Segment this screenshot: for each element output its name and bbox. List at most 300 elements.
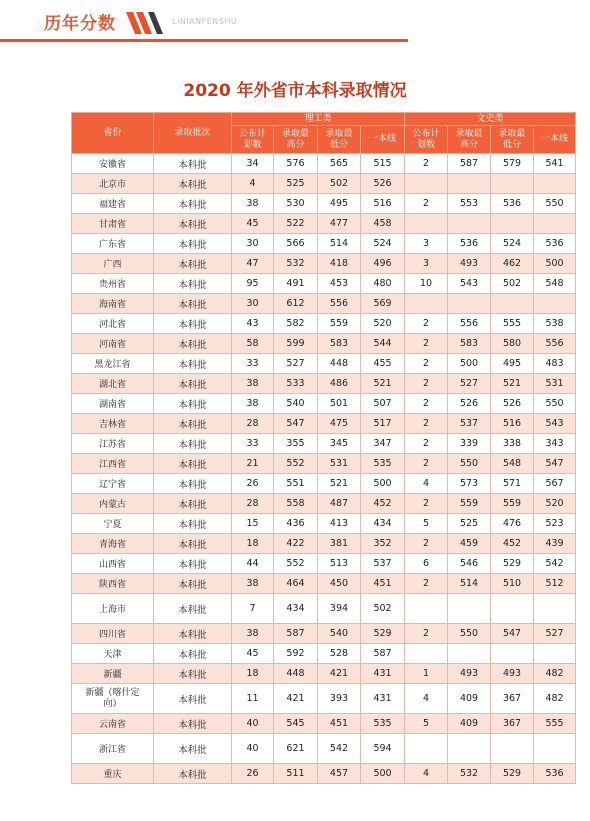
cell-a-plan: 2 bbox=[405, 334, 448, 354]
cell-a-plan bbox=[405, 294, 448, 314]
cell-s-max: 551 bbox=[274, 474, 318, 494]
cell-a-min: 529 bbox=[491, 554, 534, 574]
cell-a-min: 493 bbox=[491, 664, 534, 684]
cell-batch: 本科批 bbox=[154, 274, 232, 294]
cell-batch: 本科批 bbox=[154, 624, 232, 644]
cell-batch: 本科批 bbox=[154, 234, 232, 254]
cell-a-max: 525 bbox=[448, 514, 491, 534]
cell-batch: 本科批 bbox=[154, 254, 232, 274]
cell-a-line: 547 bbox=[534, 454, 576, 474]
cell-s-plan: 45 bbox=[232, 644, 274, 664]
cell-a-min: 367 bbox=[491, 684, 534, 714]
cell-s-max: 576 bbox=[274, 154, 318, 174]
cell-s-plan: 47 bbox=[232, 254, 274, 274]
cell-s-min: 583 bbox=[318, 334, 361, 354]
cell-batch: 本科批 bbox=[154, 684, 232, 714]
cell-province: 新疆 bbox=[72, 664, 154, 684]
cell-a-line: 523 bbox=[534, 514, 576, 534]
cell-s-min: 513 bbox=[318, 554, 361, 574]
table-row bbox=[72, 314, 576, 334]
cell-s-min: 450 bbox=[318, 574, 361, 594]
cell-s-line: 544 bbox=[361, 334, 405, 354]
cell-s-line: 520 bbox=[361, 314, 405, 334]
table-row bbox=[72, 624, 576, 644]
cell-s-min: 421 bbox=[318, 664, 361, 684]
cell-s-max: 421 bbox=[274, 684, 318, 714]
table-row bbox=[72, 664, 576, 684]
cell-a-plan bbox=[405, 734, 448, 764]
cell-s-max: 491 bbox=[274, 274, 318, 294]
cell-a-max bbox=[448, 734, 491, 764]
cell-s-line: 500 bbox=[361, 474, 405, 494]
cell-a-line bbox=[534, 174, 576, 194]
cell-batch: 本科批 bbox=[154, 664, 232, 684]
header-arts: 文史类 bbox=[405, 113, 576, 126]
cell-s-min: 559 bbox=[318, 314, 361, 334]
cell-s-line: 434 bbox=[361, 514, 405, 534]
cell-province: 湖北省 bbox=[72, 374, 154, 394]
cell-a-line: 482 bbox=[534, 684, 576, 714]
cell-s-line: 347 bbox=[361, 434, 405, 454]
cell-a-plan: 2 bbox=[405, 314, 448, 334]
cell-s-min: 394 bbox=[318, 594, 361, 624]
cell-a-min: 521 bbox=[491, 374, 534, 394]
cell-s-line: 524 bbox=[361, 234, 405, 254]
cell-s-min: 477 bbox=[318, 214, 361, 234]
table-row bbox=[72, 174, 576, 194]
cell-s-plan: 58 bbox=[232, 334, 274, 354]
cell-batch: 本科批 bbox=[154, 414, 232, 434]
cell-a-line: 548 bbox=[534, 274, 576, 294]
cell-a-max bbox=[448, 294, 491, 314]
cell-a-line: 500 bbox=[534, 254, 576, 274]
cell-province: 海南省 bbox=[72, 294, 154, 314]
table-row bbox=[72, 454, 576, 474]
cell-s-min: 521 bbox=[318, 474, 361, 494]
cell-s-plan: 28 bbox=[232, 414, 274, 434]
cell-a-line: 343 bbox=[534, 434, 576, 454]
cell-a-plan: 10 bbox=[405, 274, 448, 294]
cell-a-min: 580 bbox=[491, 334, 534, 354]
cell-a-plan bbox=[405, 644, 448, 664]
cell-a-plan: 2 bbox=[405, 194, 448, 214]
cell-a-min: 526 bbox=[491, 394, 534, 414]
cell-a-max: 409 bbox=[448, 714, 491, 734]
cell-batch: 本科批 bbox=[154, 594, 232, 624]
cell-a-min: 367 bbox=[491, 714, 534, 734]
cell-s-max: 612 bbox=[274, 294, 318, 314]
cell-province: 黑龙江省 bbox=[72, 354, 154, 374]
cell-s-max: 422 bbox=[274, 534, 318, 554]
cell-a-min bbox=[491, 174, 534, 194]
cell-a-min: 502 bbox=[491, 274, 534, 294]
cell-s-plan: 44 bbox=[232, 554, 274, 574]
cell-a-line: 520 bbox=[534, 494, 576, 514]
cell-s-line: 507 bbox=[361, 394, 405, 414]
cell-a-min: 524 bbox=[491, 234, 534, 254]
cell-a-min: 547 bbox=[491, 624, 534, 644]
cell-a-max: 493 bbox=[448, 254, 491, 274]
cell-s-line: 455 bbox=[361, 354, 405, 374]
cell-batch: 本科批 bbox=[154, 454, 232, 474]
table-row bbox=[72, 414, 576, 434]
cell-province: 福建省 bbox=[72, 194, 154, 214]
cell-s-plan: 15 bbox=[232, 514, 274, 534]
cell-s-line: 517 bbox=[361, 414, 405, 434]
cell-a-line: 531 bbox=[534, 374, 576, 394]
cell-s-plan: 18 bbox=[232, 664, 274, 684]
cell-batch: 本科批 bbox=[154, 374, 232, 394]
cell-a-min: 516 bbox=[491, 414, 534, 434]
cell-s-min: 486 bbox=[318, 374, 361, 394]
table-row bbox=[72, 494, 576, 514]
cell-a-min bbox=[491, 734, 534, 764]
cell-a-min: 579 bbox=[491, 154, 534, 174]
subheader-7: 一本线 bbox=[534, 126, 576, 154]
cell-a-max: 543 bbox=[448, 274, 491, 294]
cell-a-plan: 2 bbox=[405, 534, 448, 554]
cell-s-line: 496 bbox=[361, 254, 405, 274]
cell-s-plan: 34 bbox=[232, 154, 274, 174]
cell-s-min: 457 bbox=[318, 764, 361, 784]
cell-s-line: 451 bbox=[361, 574, 405, 594]
cell-a-line: 482 bbox=[534, 664, 576, 684]
subheader-6: 录取最低分 bbox=[491, 126, 534, 154]
cell-batch: 本科批 bbox=[154, 644, 232, 664]
cell-a-line bbox=[534, 594, 576, 624]
cell-s-line: 516 bbox=[361, 194, 405, 214]
cell-s-max: 540 bbox=[274, 394, 318, 414]
cell-s-min: 345 bbox=[318, 434, 361, 454]
cell-s-max: 464 bbox=[274, 574, 318, 594]
cell-a-plan bbox=[405, 214, 448, 234]
cell-a-max: 546 bbox=[448, 554, 491, 574]
cell-batch: 本科批 bbox=[154, 534, 232, 554]
cell-s-min: 501 bbox=[318, 394, 361, 414]
cell-batch: 本科批 bbox=[154, 314, 232, 334]
cell-s-plan: 7 bbox=[232, 594, 274, 624]
cell-s-line: 535 bbox=[361, 714, 405, 734]
cell-province: 宁夏 bbox=[72, 514, 154, 534]
cell-a-max: 536 bbox=[448, 234, 491, 254]
cell-s-min: 528 bbox=[318, 644, 361, 664]
table-row bbox=[72, 554, 576, 574]
cell-province: 青海省 bbox=[72, 534, 154, 554]
cell-s-min: 418 bbox=[318, 254, 361, 274]
cell-s-min: 475 bbox=[318, 414, 361, 434]
cell-s-plan: 38 bbox=[232, 394, 274, 414]
cell-s-min: 393 bbox=[318, 684, 361, 714]
cell-a-max bbox=[448, 214, 491, 234]
table-row bbox=[72, 154, 576, 174]
cell-s-max: 511 bbox=[274, 764, 318, 784]
cell-batch: 本科批 bbox=[154, 574, 232, 594]
cell-province: 内蒙古 bbox=[72, 494, 154, 514]
cell-a-min: 476 bbox=[491, 514, 534, 534]
cell-a-line: 555 bbox=[534, 714, 576, 734]
header-science: 理工类 bbox=[232, 113, 405, 126]
cell-province: 河北省 bbox=[72, 314, 154, 334]
header-divider bbox=[0, 39, 408, 42]
cell-a-plan: 2 bbox=[405, 374, 448, 394]
cell-a-max: 559 bbox=[448, 494, 491, 514]
cell-province: 辽宁省 bbox=[72, 474, 154, 494]
table-row bbox=[72, 514, 576, 534]
subheader-2: 录取最低分 bbox=[318, 126, 361, 154]
cell-province: 北京市 bbox=[72, 174, 154, 194]
cell-s-min: 453 bbox=[318, 274, 361, 294]
cell-s-max: 558 bbox=[274, 494, 318, 514]
cell-a-line: 541 bbox=[534, 154, 576, 174]
cell-a-plan: 3 bbox=[405, 254, 448, 274]
cell-s-line: 594 bbox=[361, 734, 405, 764]
cell-a-min: 555 bbox=[491, 314, 534, 334]
cell-a-max: 526 bbox=[448, 394, 491, 414]
header-province: 省份 bbox=[72, 113, 154, 154]
cell-batch: 本科批 bbox=[154, 154, 232, 174]
cell-a-min: 495 bbox=[491, 354, 534, 374]
cell-a-line: 542 bbox=[534, 554, 576, 574]
cell-a-min: 462 bbox=[491, 254, 534, 274]
cell-s-line: 515 bbox=[361, 154, 405, 174]
cell-s-max: 448 bbox=[274, 664, 318, 684]
table-row bbox=[72, 234, 576, 254]
cell-province: 云南省 bbox=[72, 714, 154, 734]
cell-s-plan: 40 bbox=[232, 734, 274, 764]
cell-province: 四川省 bbox=[72, 624, 154, 644]
cell-batch: 本科批 bbox=[154, 734, 232, 764]
cell-s-plan: 38 bbox=[232, 574, 274, 594]
cell-batch: 本科批 bbox=[154, 394, 232, 414]
cell-s-max: 552 bbox=[274, 454, 318, 474]
cell-a-plan bbox=[405, 594, 448, 624]
table-row bbox=[72, 434, 576, 454]
cell-a-plan bbox=[405, 174, 448, 194]
cell-s-max: 621 bbox=[274, 734, 318, 764]
cell-a-max: 537 bbox=[448, 414, 491, 434]
cell-a-plan: 1 bbox=[405, 664, 448, 684]
cell-s-min: 542 bbox=[318, 734, 361, 764]
cell-province: 吉林省 bbox=[72, 414, 154, 434]
cell-s-min: 565 bbox=[318, 154, 361, 174]
cell-a-max: 493 bbox=[448, 664, 491, 684]
cell-province: 湖南省 bbox=[72, 394, 154, 414]
cell-a-max: 583 bbox=[448, 334, 491, 354]
cell-a-line: 550 bbox=[534, 194, 576, 214]
cell-batch: 本科批 bbox=[154, 294, 232, 314]
cell-batch: 本科批 bbox=[154, 474, 232, 494]
cell-a-min: 510 bbox=[491, 574, 534, 594]
cell-a-max: 532 bbox=[448, 764, 491, 784]
cell-s-plan: 4 bbox=[232, 174, 274, 194]
cell-a-min bbox=[491, 294, 534, 314]
cell-s-max: 587 bbox=[274, 624, 318, 644]
cell-a-max: 587 bbox=[448, 154, 491, 174]
cell-s-line: 535 bbox=[361, 454, 405, 474]
cell-a-line: 527 bbox=[534, 624, 576, 644]
cell-a-min bbox=[491, 644, 534, 664]
table-row bbox=[72, 644, 576, 664]
page-title: 2020 年外省市本科录取情况 bbox=[183, 81, 407, 101]
cell-a-plan: 2 bbox=[405, 354, 448, 374]
section-subtitle: LINIANFENSHU bbox=[172, 17, 238, 26]
cell-batch: 本科批 bbox=[154, 194, 232, 214]
table-row bbox=[72, 294, 576, 314]
cell-a-plan: 2 bbox=[405, 454, 448, 474]
cell-s-max: 436 bbox=[274, 514, 318, 534]
table-row bbox=[72, 374, 576, 394]
table-row bbox=[72, 714, 576, 734]
cell-s-plan: 28 bbox=[232, 494, 274, 514]
cell-s-plan: 45 bbox=[232, 214, 274, 234]
section-title: 历年分数 bbox=[44, 14, 116, 34]
cell-s-line: 431 bbox=[361, 664, 405, 684]
cell-s-max: 566 bbox=[274, 234, 318, 254]
cell-a-min: 559 bbox=[491, 494, 534, 514]
cell-s-max: 552 bbox=[274, 554, 318, 574]
cell-province: 浙江省 bbox=[72, 734, 154, 764]
cell-province: 广东省 bbox=[72, 234, 154, 254]
cell-province: 山西省 bbox=[72, 554, 154, 574]
subheader-3: 一本线 bbox=[361, 126, 405, 154]
cell-s-line: 537 bbox=[361, 554, 405, 574]
cell-a-plan: 4 bbox=[405, 474, 448, 494]
cell-s-plan: 95 bbox=[232, 274, 274, 294]
cell-province: 贵州省 bbox=[72, 274, 154, 294]
cell-a-line: 536 bbox=[534, 234, 576, 254]
cell-a-line: 536 bbox=[534, 764, 576, 784]
cell-s-line: 587 bbox=[361, 644, 405, 664]
cell-s-min: 495 bbox=[318, 194, 361, 214]
cell-a-max: 527 bbox=[448, 374, 491, 394]
cell-a-min: 548 bbox=[491, 454, 534, 474]
cell-s-max: 527 bbox=[274, 354, 318, 374]
cell-batch: 本科批 bbox=[154, 174, 232, 194]
cell-a-max: 514 bbox=[448, 574, 491, 594]
cell-province: 天津 bbox=[72, 644, 154, 664]
cell-a-max: 556 bbox=[448, 314, 491, 334]
cell-province: 江西省 bbox=[72, 454, 154, 474]
cell-s-plan: 43 bbox=[232, 314, 274, 334]
cell-s-line: 529 bbox=[361, 624, 405, 644]
table-row bbox=[72, 274, 576, 294]
admission-table bbox=[71, 112, 576, 784]
table-row bbox=[72, 734, 576, 764]
cell-a-line bbox=[534, 644, 576, 664]
cell-a-line bbox=[534, 214, 576, 234]
cell-a-max: 550 bbox=[448, 454, 491, 474]
cell-a-line: 556 bbox=[534, 334, 576, 354]
cell-s-line: 352 bbox=[361, 534, 405, 554]
cell-a-max: 500 bbox=[448, 354, 491, 374]
cell-a-line: 550 bbox=[534, 394, 576, 414]
cell-s-line: 431 bbox=[361, 684, 405, 714]
cell-a-min: 338 bbox=[491, 434, 534, 454]
cell-s-line: 502 bbox=[361, 594, 405, 624]
cell-s-min: 487 bbox=[318, 494, 361, 514]
cell-batch: 本科批 bbox=[154, 334, 232, 354]
cell-s-min: 381 bbox=[318, 534, 361, 554]
cell-s-plan: 26 bbox=[232, 474, 274, 494]
cell-province: 安徽省 bbox=[72, 154, 154, 174]
cell-batch: 本科批 bbox=[154, 434, 232, 454]
cell-s-max: 525 bbox=[274, 174, 318, 194]
cell-s-plan: 30 bbox=[232, 294, 274, 314]
cell-a-min: 452 bbox=[491, 534, 534, 554]
cell-s-plan: 11 bbox=[232, 684, 274, 714]
table-row bbox=[72, 254, 576, 274]
cell-province: 河南省 bbox=[72, 334, 154, 354]
cell-a-max: 339 bbox=[448, 434, 491, 454]
cell-s-plan: 18 bbox=[232, 534, 274, 554]
cell-batch: 本科批 bbox=[154, 554, 232, 574]
cell-s-min: 531 bbox=[318, 454, 361, 474]
cell-a-max bbox=[448, 594, 491, 624]
header-batch: 录取批次 bbox=[154, 113, 232, 154]
cell-s-line: 526 bbox=[361, 174, 405, 194]
page-header bbox=[0, 0, 590, 50]
subheader-1: 录取最高分 bbox=[274, 126, 318, 154]
cell-s-max: 582 bbox=[274, 314, 318, 334]
cell-a-plan: 2 bbox=[405, 494, 448, 514]
cell-s-plan: 38 bbox=[232, 194, 274, 214]
cell-batch: 本科批 bbox=[154, 494, 232, 514]
cell-s-max: 547 bbox=[274, 414, 318, 434]
cell-s-max: 599 bbox=[274, 334, 318, 354]
cell-a-plan: 3 bbox=[405, 234, 448, 254]
cell-province: 新疆（喀什定向） bbox=[72, 684, 154, 714]
cell-s-max: 522 bbox=[274, 214, 318, 234]
cell-a-min: 536 bbox=[491, 194, 534, 214]
cell-s-min: 502 bbox=[318, 174, 361, 194]
cell-batch: 本科批 bbox=[154, 514, 232, 534]
cell-a-plan: 4 bbox=[405, 684, 448, 714]
cell-s-min: 556 bbox=[318, 294, 361, 314]
cell-s-max: 592 bbox=[274, 644, 318, 664]
cell-batch: 本科批 bbox=[154, 764, 232, 784]
table-row bbox=[72, 214, 576, 234]
subheader-4: 公布计划数 bbox=[405, 126, 448, 154]
cell-s-plan: 38 bbox=[232, 624, 274, 644]
table-row bbox=[72, 474, 576, 494]
cell-a-min: 529 bbox=[491, 764, 534, 784]
cell-s-line: 569 bbox=[361, 294, 405, 314]
cell-province: 上海市 bbox=[72, 594, 154, 624]
cell-s-plan: 33 bbox=[232, 354, 274, 374]
cell-s-min: 540 bbox=[318, 624, 361, 644]
cell-s-max: 533 bbox=[274, 374, 318, 394]
cell-a-min bbox=[491, 214, 534, 234]
cell-a-line: 512 bbox=[534, 574, 576, 594]
cell-a-plan: 4 bbox=[405, 764, 448, 784]
cell-a-line: 538 bbox=[534, 314, 576, 334]
cell-a-max bbox=[448, 174, 491, 194]
cell-s-line: 452 bbox=[361, 494, 405, 514]
table-row bbox=[72, 764, 576, 784]
cell-a-plan: 6 bbox=[405, 554, 448, 574]
cell-a-plan: 5 bbox=[405, 514, 448, 534]
cell-s-plan: 33 bbox=[232, 434, 274, 454]
cell-a-line: 483 bbox=[534, 354, 576, 374]
table-row bbox=[72, 194, 576, 214]
cell-batch: 本科批 bbox=[154, 214, 232, 234]
cell-a-plan: 2 bbox=[405, 154, 448, 174]
cell-batch: 本科批 bbox=[154, 354, 232, 374]
cell-s-max: 530 bbox=[274, 194, 318, 214]
cell-s-line: 458 bbox=[361, 214, 405, 234]
cell-a-plan: 2 bbox=[405, 624, 448, 644]
table-row bbox=[72, 394, 576, 414]
